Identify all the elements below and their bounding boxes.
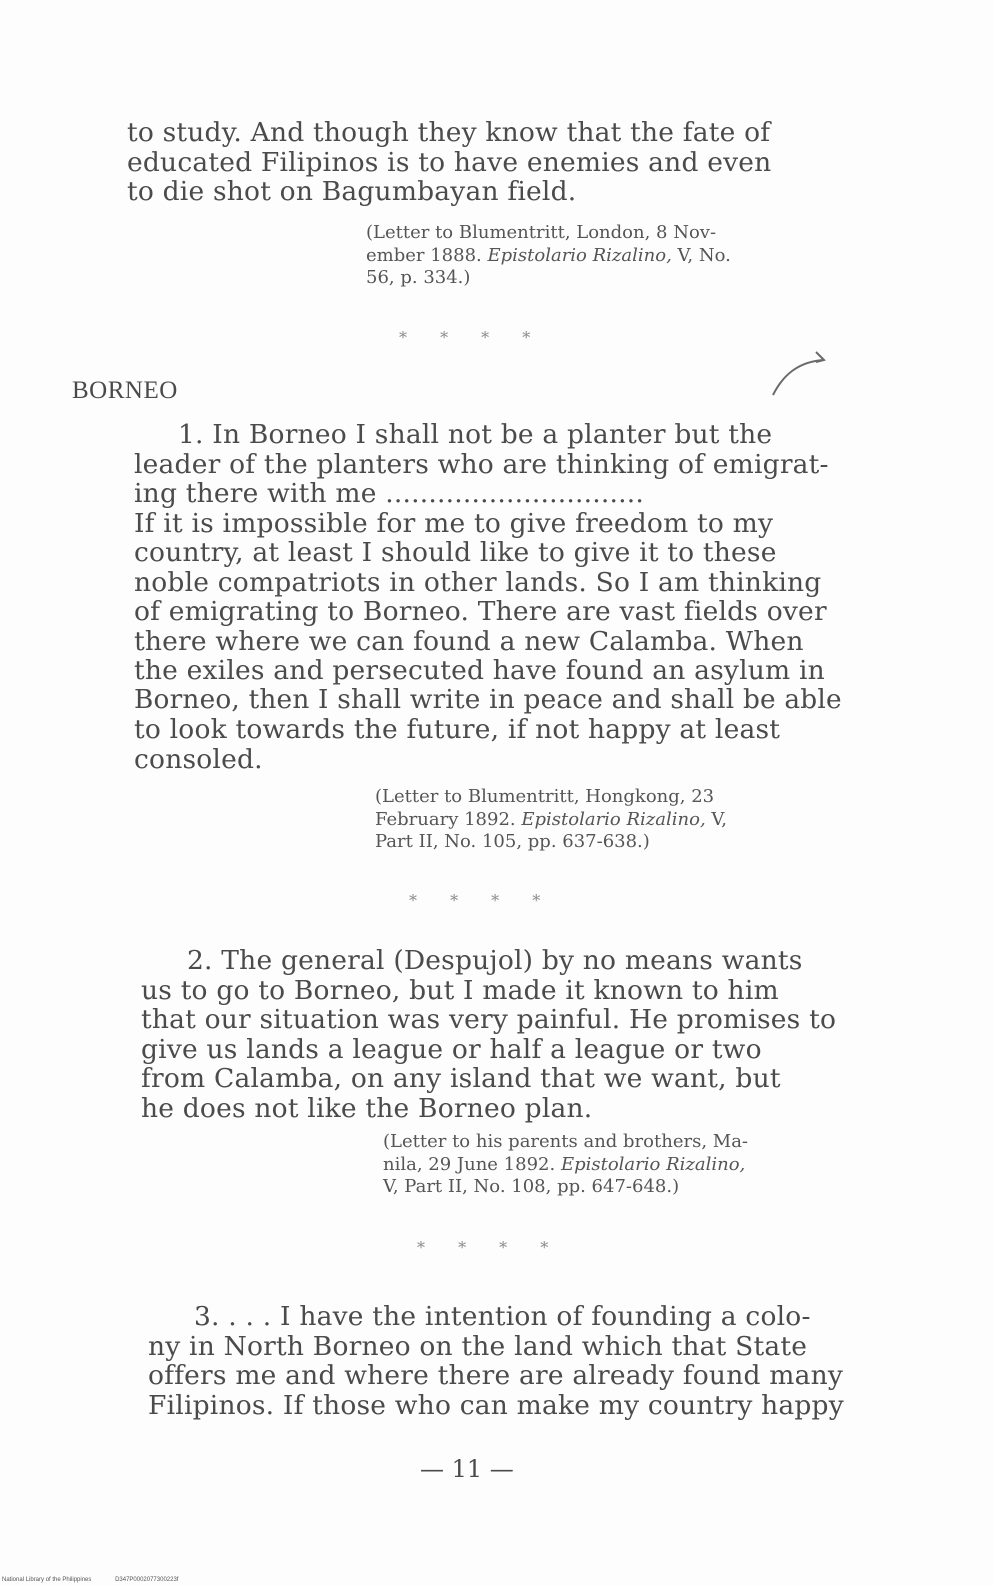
text-line: country, at least I should like to give it to these: [134, 537, 777, 568]
text-line: Borneo, then I shall write in peace and shall be able: [134, 684, 842, 715]
text-line: ny in North Borneo on the land which that State: [148, 1330, 808, 1362]
item-2-citation: [383, 1131, 853, 1199]
text-line: educated Filipinos is to have enemies and even: [127, 146, 772, 178]
text-line: 1. In Borneo I shall not be a planter but the: [178, 419, 773, 450]
citation-line: [383, 1154, 853, 1177]
item-1-paragraph: [134, 420, 842, 774]
text-line: 3. . . . I have the intention of founding a colo-: [194, 1301, 811, 1332]
page-number: — 11 —: [420, 1455, 514, 1483]
section-separator: * * * *: [409, 891, 555, 910]
text-line: leader of the planters who are thinking of emigrat-: [134, 448, 829, 480]
intro-citation: [366, 222, 836, 290]
item-1-citation: [375, 786, 845, 854]
text-line: of emigrating to Borneo. There are vast fields over: [134, 596, 827, 627]
intro-paragraph: [127, 118, 835, 207]
text-line: consoled.: [134, 743, 263, 775]
text-line: Filipinos. If those who can make my country happy: [148, 1389, 844, 1421]
citation-line: V, Part II, No. 108, pp. 647-648.): [383, 1176, 680, 1197]
citation-title: Epistolario Rizalino,: [521, 808, 706, 830]
citation-text: V,: [705, 808, 727, 830]
text-line: there where we can found a new Calamba. When: [134, 625, 804, 657]
footer-library: National Library of the Philippines: [2, 1577, 92, 1583]
text-line: offers me and where there are already found many: [148, 1360, 844, 1391]
scan-footer: [2, 1577, 200, 1583]
text-line: from Calamba, on any island that we want, but: [141, 1063, 781, 1094]
section-separator: * * * *: [417, 1238, 563, 1257]
text-line: to look towards the future, if not happy at least: [134, 714, 781, 745]
text-line: If it is impossible for me to give freedom to my: [134, 507, 774, 539]
text-line: ing there with me ..............................: [134, 478, 644, 509]
citation-text: nila, 29 June 1892.: [383, 1153, 561, 1175]
citation-title: Epistolario Rizalino,: [560, 1153, 746, 1175]
footer-code: D347P0002077300223f: [115, 1577, 179, 1583]
citation-line: 56, p. 334.): [366, 267, 471, 288]
citation-line: [375, 809, 845, 832]
text-line: that our situation was very painful. He promises to: [141, 1004, 837, 1035]
text-line: us to go to Borneo, but I made it known to him: [141, 974, 779, 1006]
citation-text: V, No.: [671, 244, 731, 266]
text-line: he does not like the Borneo plan.: [141, 1092, 593, 1124]
pen-mark: [768, 350, 828, 400]
section-heading: BORNEO: [72, 377, 178, 404]
text-line: to study. And though they know that the fate of: [127, 117, 771, 148]
item-2-paragraph: [141, 946, 849, 1123]
citation-text: ember 1888.: [366, 244, 488, 266]
text-line: to die shot on Bagumbayan field.: [127, 176, 577, 207]
text-line: noble compatriots in other lands. So I am thinking: [134, 566, 822, 598]
text-line: the exiles and persecuted have found an asylum in: [134, 655, 825, 686]
item-3-paragraph: [148, 1302, 856, 1420]
citation-line: [366, 245, 836, 268]
citation-line: Part II, No. 105, pp. 637-638.): [375, 831, 650, 852]
citation-line: (Letter to his parents and brothers, Ma-: [383, 1131, 749, 1152]
section-separator: * * * *: [399, 328, 545, 347]
citation-line: (Letter to Blumentritt, Hongkong, 23: [375, 786, 715, 807]
citation-line: (Letter to Blumentritt, London, 8 Nov-: [366, 222, 717, 243]
citation-text: February 1892.: [375, 808, 522, 830]
text-line: 2. The general (Despujol) by no means wants: [187, 945, 803, 976]
citation-title: Epistolario Rizalino,: [487, 244, 672, 266]
text-line: give us lands a league or half a league or two: [141, 1033, 762, 1065]
